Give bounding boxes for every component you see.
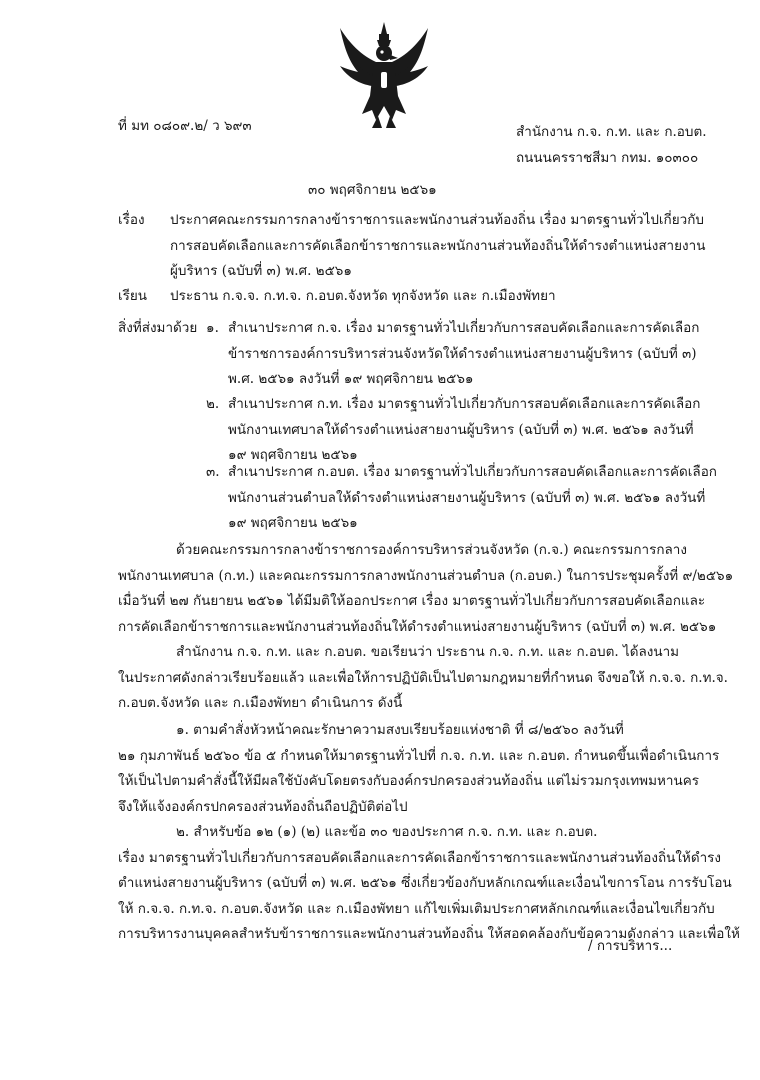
enclosure-number: ๑. [206, 320, 219, 336]
enclosures-label: สิ่งที่ส่งมาด้วย [118, 320, 198, 336]
recipient-text: ประธาน ก.จ.จ. ก.ท.จ. ก.อบต.จังหวัด ทุกจังหวัด และ ก.เมืองพัทยา [170, 288, 556, 304]
subject-line: การสอบคัดเลือกและการคัดเลือกข้าราชการและพนักงานส่วนท้องถิ่นให้ดำรงตำแหน่งสายงาน [170, 237, 706, 254]
body-paragraph-3 [118, 718, 718, 820]
body-paragraph-1 [118, 538, 734, 640]
enclosure-line: พ.ศ. ๒๕๖๑ ลงวันที่ ๑๙ พฤศจิกายน ๒๕๖๑ [228, 371, 474, 387]
enclosure-line: สำเนาประกาศ ก.ท. เรื่อง มาตรฐานทั่วไปเกี่ยวกับการสอบคัดเลือกและการคัดเลือก [228, 396, 701, 412]
letter-date: ๓๐ พฤศจิกายน ๒๕๖๑ [308, 182, 437, 198]
enclosure-line: พนักงานส่วนตำบลให้ดำรงตำแหน่งสายงานผู้บริหาร (ฉบับที่ ๓) พ.ศ. ๒๕๖๑ ลงวันที่ [228, 489, 706, 506]
reference-number: ที่ มท ๐๘๐๙.๒/ ว ๖๙๓ [118, 118, 252, 134]
office-address: ถนนนครราชสีมา กทม. ๑๐๓๐๐ [516, 150, 699, 166]
paragraph-line: การบริหารงานบุคคลสำหรับข้าราชการและพนักงานส่วนท้องถิ่น ให้สอดคล้องกับข้อความดังกล่าว และเพื่อให้ [118, 926, 740, 942]
subject-line: ผู้บริหาร (ฉบับที่ ๓) พ.ศ. ๒๕๖๑ [170, 263, 352, 279]
paragraph-line: ๑. ตามคำสั่งหัวหน้าคณะรักษาความสงบเรียบร้อยแห่งชาติ ที่ ๘/๒๕๖๐ ลงวันที่ [176, 722, 624, 738]
paragraph-line: ในประกาศดังกล่าวเรียบร้อยแล้ว และเพื่อให้การปฏิบัติเป็นไปตามกฎหมายที่กำหนด จึงขอให้ ก.จ.จ. ก.ท.จ. [118, 669, 728, 686]
enclosure-line: ๑๙ พฤศจิกายน ๒๕๖๑ [228, 515, 358, 531]
paragraph-line: เรื่อง มาตรฐานทั่วไปเกี่ยวกับการสอบคัดเลือกและการคัดเลือกข้าราชการและพนักงานส่วนท้องถิ่นให้ดำรง [118, 849, 722, 866]
recipient-label: เรียน [118, 288, 148, 304]
paragraph-line: การคัดเลือกข้าราชการและพนักงานส่วนท้องถิ่นให้ดำรงตำแหน่งสายงานผู้บริหาร (ฉบับที่ ๓) พ.ศ. ๒๕๖๑ [118, 618, 717, 635]
subject-line: ประกาศคณะกรรมการกลางข้าราชการและพนักงานส่วนท้องถิ่น เรื่อง มาตรฐานทั่วไปเกี่ยวกับ [170, 212, 704, 228]
body-paragraph-2 [118, 640, 728, 717]
enclosure-line: สำเนาประกาศ ก.อบต. เรื่อง มาตรฐานทั่วไปเกี่ยวกับการสอบคัดเลือกและการคัดเลือก [228, 464, 717, 480]
paragraph-line: เมื่อวันที่ ๒๗ กันยายน ๒๕๖๑ ได้มีมติให้ออกประกาศ เรื่อง มาตรฐานทั่วไปเกี่ยวกับการสอบคัดเลือกและ [118, 593, 706, 609]
enclosure-number: ๓. [206, 464, 220, 480]
continuation-marker: / การบริหาร... [588, 938, 673, 954]
paragraph-line: ให้ ก.จ.จ. ก.ท.จ. ก.อบต.จังหวัด และ ก.เมืองพัทยา แก้ไขเพิ่มเติมประกาศหลักเกณฑ์และเงื่อนไขเกี่ยวกับ [118, 900, 715, 917]
enclosure-line: ข้าราชการองค์การบริหารส่วนจังหวัดให้ดำรงตำแหน่งสายงานผู้บริหาร (ฉบับที่ ๓) [228, 345, 697, 362]
enclosure-line: สำเนาประกาศ ก.จ. เรื่อง มาตรฐานทั่วไปเกี่ยวกับการสอบคัดเลือกและการคัดเลือก [228, 320, 700, 336]
enclosure-line: ๑๙ พฤศจิกายน ๒๕๖๑ [228, 447, 358, 463]
paragraph-line: จึงให้แจ้งองค์กรปกครองส่วนท้องถิ่นถือปฏิบัติต่อไป [118, 798, 408, 815]
paragraph-line: ด้วยคณะกรรมการกลางข้าราชการองค์การบริหารส่วนจังหวัด (ก.จ.) คณะกรรมการกลาง [176, 542, 687, 558]
paragraph-line: ก.อบต.จังหวัด และ ก.เมืองพัทยา ดำเนินการ ดังนี้ [118, 695, 403, 711]
paragraph-line: ๒๑ กุมภาพันธ์ ๒๕๖๐ ข้อ ๕ กำหนดให้มาตรฐานทั่วไปที่ ก.จ. ก.ท. และ ก.อบต. กำหนดขึ้นเพื่อดำเนินการ [118, 747, 720, 764]
body-paragraph-4 [118, 820, 740, 948]
paragraph-line: พนักงานเทศบาล (ก.ท.) และคณะกรรมการกลางพนักงานส่วนตำบล (ก.อบต.) ในการประชุมครั้งที่ ๙/๒๕๖๑ [118, 567, 734, 584]
paragraph-line: ๒. สำหรับข้อ ๑๒ (๑) (๒) และข้อ ๓๐ ของประกาศ ก.จ. ก.ท. และ ก.อบต. [176, 824, 598, 840]
issuing-office: สำนักงาน ก.จ. ก.ท. และ ก.อบต. [516, 124, 707, 140]
enclosure-number: ๒. [206, 396, 220, 412]
paragraph-line: สำนักงาน ก.จ. ก.ท. และ ก.อบต. ขอเรียนว่า ประธาน ก.จ. ก.ท. และ ก.อบต. ได้ลงนาม [176, 644, 680, 660]
paragraph-line: ให้เป็นไปตามคำสั่งนี้ให้มีผลใช้บังคับโดยตรงกับองค์กรปกครองส่วนท้องถิ่น แต่ไม่รวมกรุงเทพมหานคร [118, 773, 699, 789]
subject-label: เรื่อง [118, 212, 145, 228]
enclosure-line: พนักงานเทศบาลให้ดำรงตำแหน่งสายงานผู้บริหาร (ฉบับที่ ๓) พ.ศ. ๒๕๖๑ ลงวันที่ [228, 421, 694, 438]
garuda-emblem [338, 20, 430, 132]
paragraph-line: ตำแหน่งสายงานผู้บริหาร (ฉบับที่ ๓) พ.ศ. ๒๕๖๑ ซึ่งเกี่ยวข้องกับหลักเกณฑ์และเงื่อนไขการโอน การรับโอน [118, 875, 732, 891]
